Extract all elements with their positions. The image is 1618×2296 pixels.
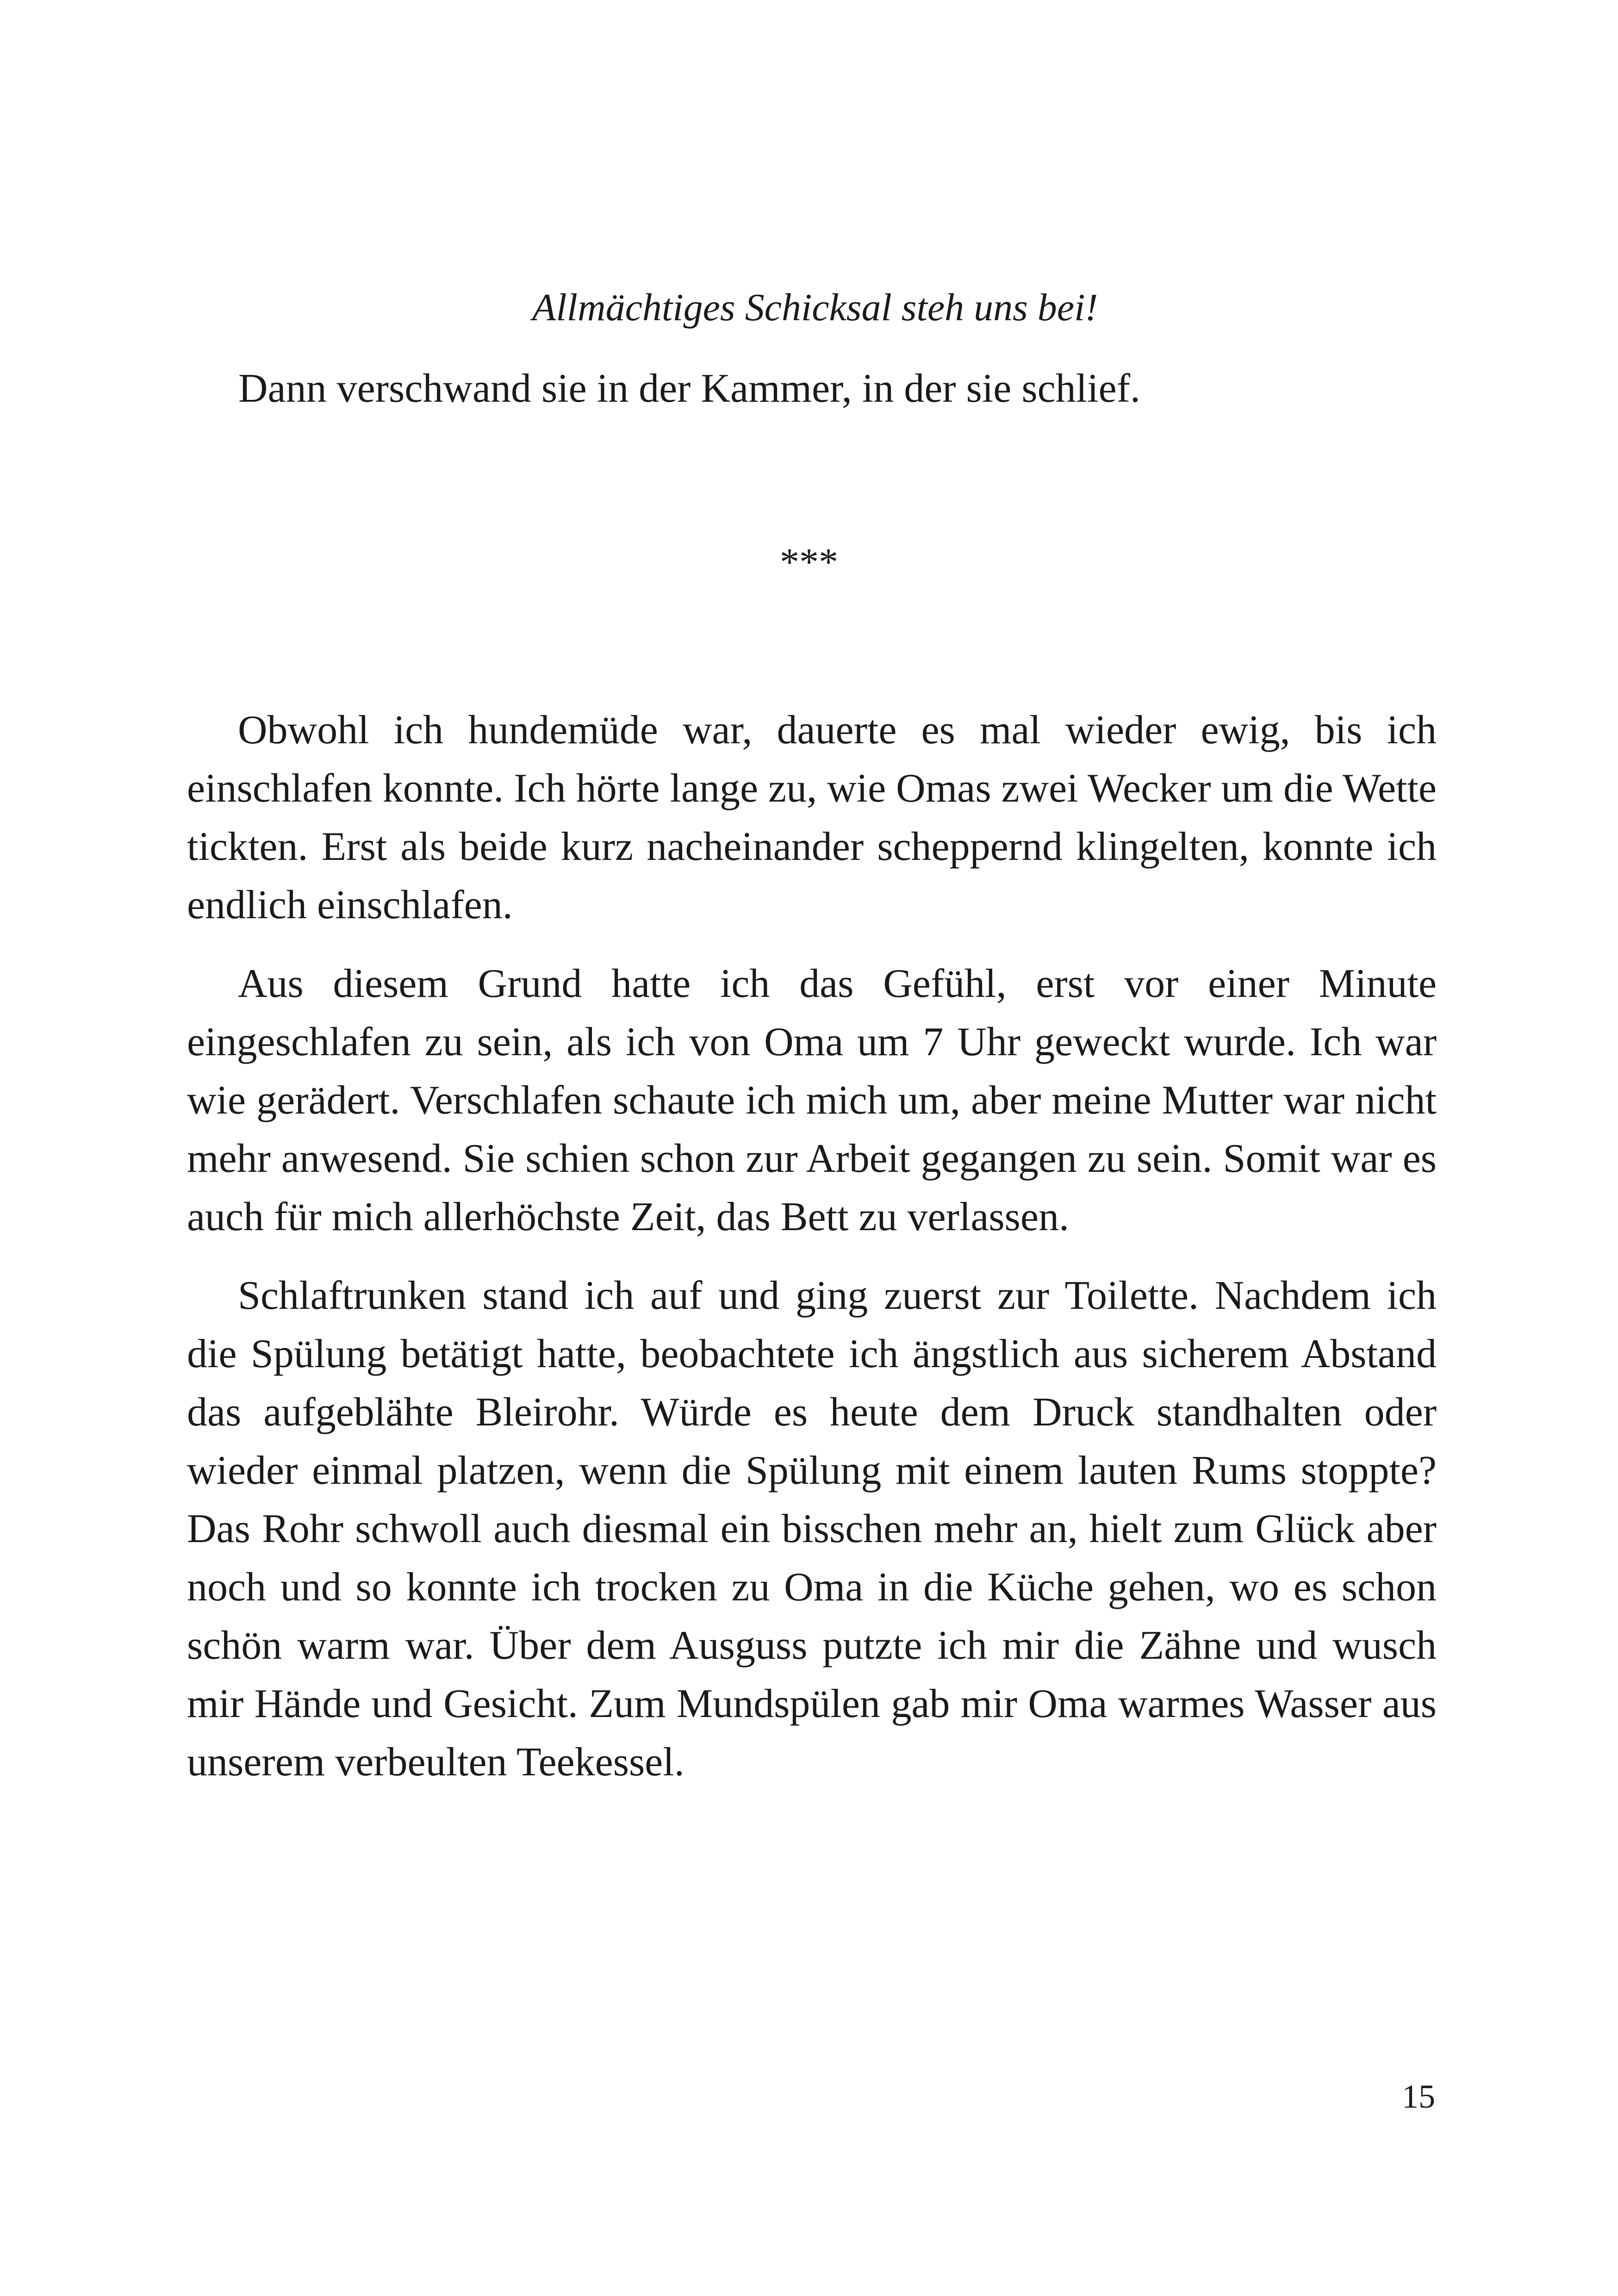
italic-verse: Allmächtiges Schicksal steh uns bei! (532, 286, 1098, 329)
body-text (187, 701, 1437, 1812)
text-line: Dann verschwand sie in der Kammer, in der sie schlief. (238, 366, 1140, 411)
paragraph: Obwohl ich hundemüde war, dauerte es mal wieder ewig, bis ich einschlafen konnte. Ich hörte lange zu, wie Omas zwei Wecker um die Wette tickten. Erst als beide kurz nacheinander scheppernd klingelten, konnte ich endlich einschlafen. (187, 708, 1437, 927)
paragraph: Schlaftrunken stand ich auf und ging zuerst zur Toilette. Nachdem ich die Spülung betätigt hatte, beobachtete ich ängstlich aus sicherem Abstand das aufgeblähte Bleirohr. Würde es heute dem Druck standhalten oder wieder einmal platzen, wenn die Spülung mit einem lauten Rums stoppte? Das Rohr schwoll auch diesmal ein bisschen mehr an, hielt zum Glück aber noch und so konnte ich trocken zu Oma in die Küche gehen, wo es schon schön warm war. Über dem Ausguss putzte ich mir die Zähne und wusch mir Hände und Gesicht. Zum Mundspülen gab mir Oma warmes Wasser aus unserem verbeulten Teekessel. (187, 1273, 1437, 1785)
section-divider: *** (780, 541, 838, 584)
page-number: 15 (1402, 2078, 1435, 2115)
paragraph: Aus diesem Grund hatte ich das Gefühl, erst vor einer Minute eingeschlafen zu sein, als ich von Oma um 7 Uhr geweckt wurde. Ich war wie gerädert. Verschlafen schaute ich mich um, aber meine Mutter war nicht mehr anwesend. Sie schien schon zur Arbeit gegangen zu sein. Somit war es auch für mich allerhöchste Zeit, das Bett zu verlassen. (187, 961, 1437, 1239)
